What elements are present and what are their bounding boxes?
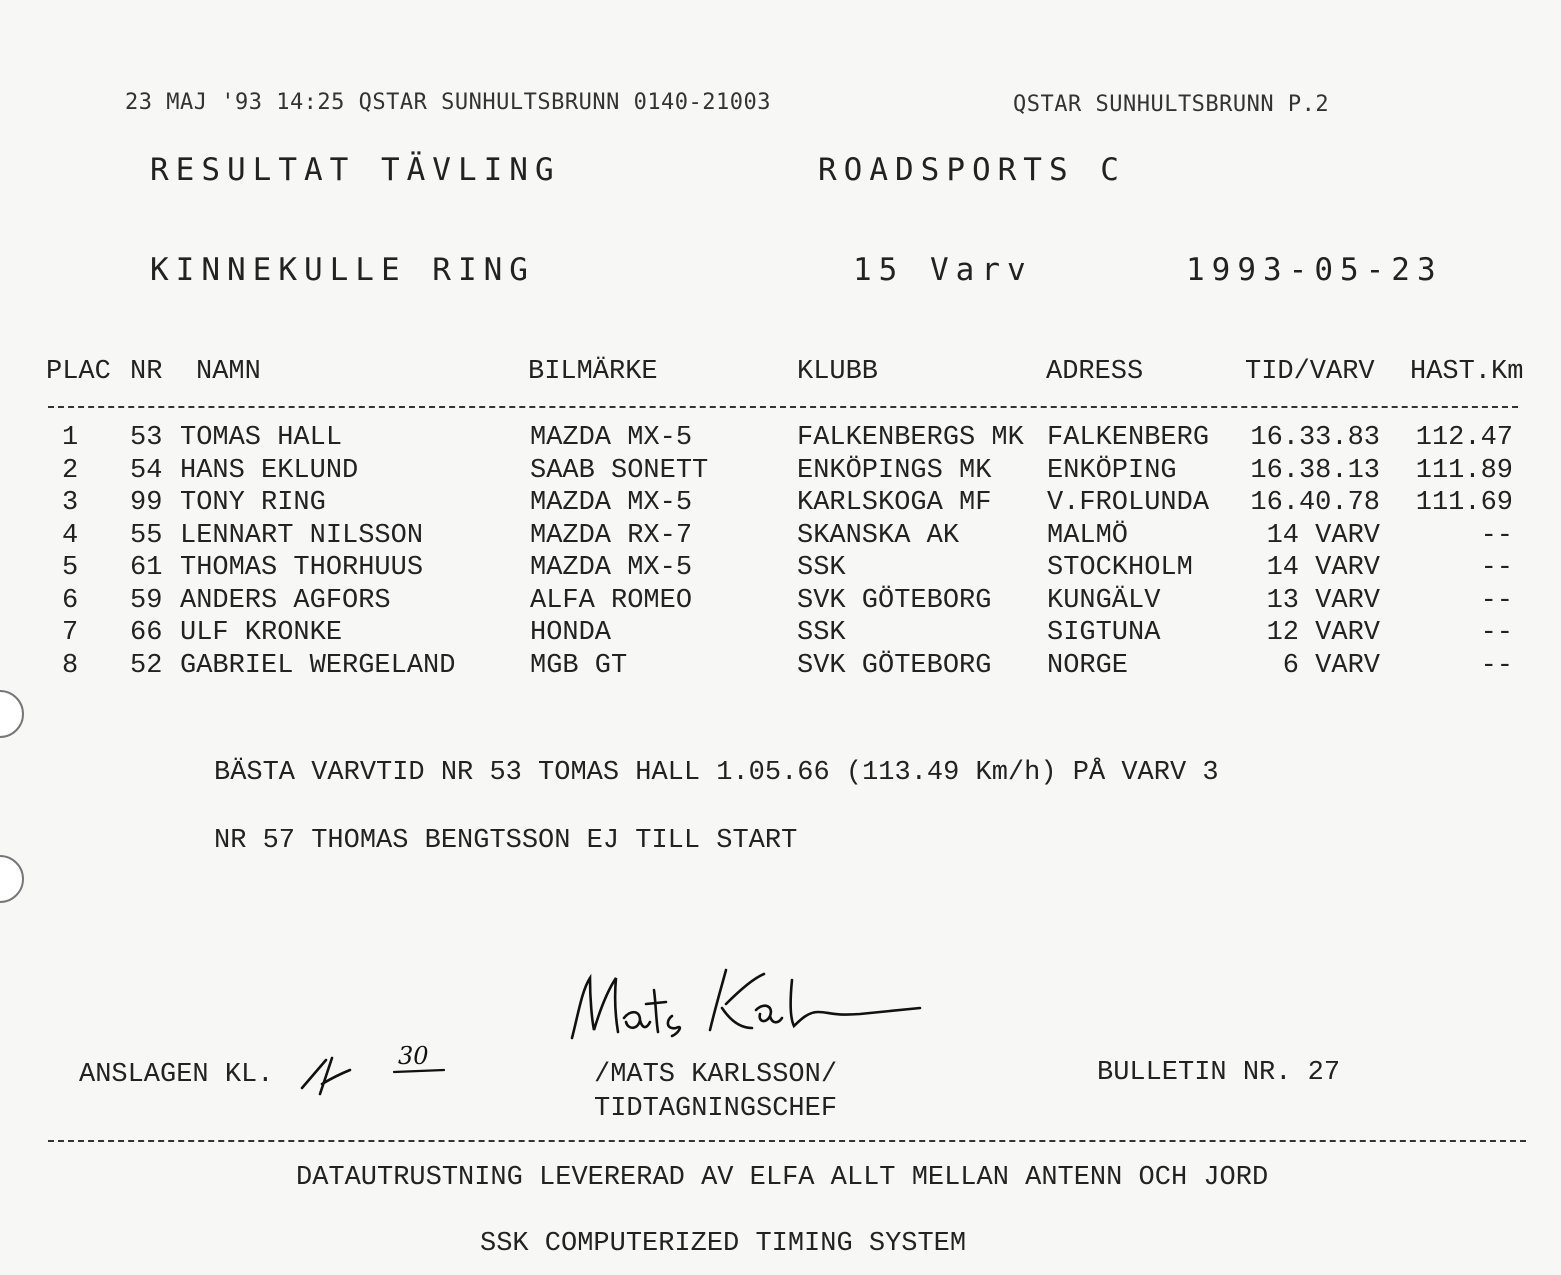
- cell-bil: MAZDA RX-7: [530, 520, 693, 551]
- fax-header-right: QSTAR SUNHULTSBRUNN P.2: [1013, 92, 1330, 117]
- cell-bil: MAZDA MX-5: [530, 423, 693, 453]
- lap-count: 15 Varv: [853, 252, 1033, 288]
- table-row: [0, 618, 1561, 651]
- non-starter-note: NR 57 THOMAS BENGTSSON EJ TILL START: [214, 826, 798, 856]
- cell-adress: NORGE: [1047, 650, 1129, 681]
- cell-adress: ENKÖPING: [1047, 455, 1177, 486]
- cell-nr: 53: [130, 423, 163, 453]
- cell-bil: MGB GT: [530, 650, 628, 681]
- cell-namn: GABRIEL WERGELAND: [180, 650, 456, 681]
- cell-plac: 4: [62, 520, 79, 551]
- best-lap-note: BÄSTA VARVTID NR 53 TOMAS HALL 1.05.66 (113.49 Km/h) PÅ VARV 3: [214, 758, 1219, 788]
- cell-hast: --: [1480, 553, 1513, 583]
- cell-plac: 6: [62, 585, 79, 616]
- cell-hast: --: [1480, 520, 1513, 551]
- cell-bil: MAZDA MX-5: [530, 488, 693, 518]
- table-row: [0, 521, 1561, 554]
- posted-time-handwritten: [298, 1040, 458, 1100]
- cell-tid: 16.38.13: [1250, 455, 1380, 486]
- cell-klubb: KARLSKOGA MF: [797, 488, 992, 518]
- cell-klubb: SVK GÖTEBORG: [797, 585, 992, 616]
- fax-header-left: 23 MAJ '93 14:25 QSTAR SUNHULTSBRUNN 0140-21003: [125, 90, 772, 115]
- cell-nr: 59: [130, 585, 163, 616]
- cell-hast: 111.89: [1415, 455, 1513, 486]
- cell-hast: 112.47: [1415, 423, 1513, 453]
- binder-hole-top: [0, 690, 24, 738]
- result-title: RESULTAT TÄVLING: [150, 152, 561, 188]
- signer-name: /MATS KARLSSON/: [594, 1060, 838, 1090]
- cell-namn: HANS EKLUND: [180, 455, 359, 486]
- cell-bil: ALFA ROMEO: [530, 585, 693, 616]
- cell-hast: --: [1480, 585, 1513, 616]
- cell-klubb: SSK: [797, 553, 846, 583]
- cell-klubb: ENKÖPINGS MK: [797, 455, 992, 486]
- race-date: 1993-05-23: [1186, 252, 1443, 288]
- cell-nr: 66: [130, 618, 163, 648]
- col-tid: TID/VARV: [1245, 357, 1375, 387]
- class-title: ROADSPORTS C: [818, 152, 1126, 188]
- cell-bil: HONDA: [530, 618, 612, 648]
- cell-namn: ANDERS AGFORS: [180, 585, 391, 616]
- posted-label: ANSLAGEN KL.: [79, 1060, 274, 1090]
- col-klubb: KLUBB: [797, 357, 879, 387]
- signer-title: TIDTAGNINGSCHEF: [594, 1094, 838, 1124]
- bulletin-number: BULLETIN NR. 27: [1097, 1058, 1341, 1088]
- cell-tid: 12 VARV: [1266, 618, 1380, 648]
- cell-klubb: SSK: [797, 618, 846, 648]
- posted-minute: 30: [398, 1042, 429, 1070]
- table-row: [0, 423, 1561, 456]
- cell-adress: KUNGÄLV: [1047, 585, 1161, 616]
- cell-tid: 14 VARV: [1266, 520, 1380, 551]
- cell-adress: STOCKHOLM: [1047, 553, 1193, 583]
- cell-adress: MALMÖ: [1047, 520, 1129, 551]
- cell-plac: 8: [62, 650, 79, 681]
- footer-divider: [48, 1140, 1526, 1142]
- posted-hour: [302, 1064, 326, 1088]
- sponsor-line: DATAUTRUSTNING LEVERERAD AV ELFA ALLT MELLAN ANTENN OCH JORD: [296, 1163, 1269, 1193]
- cell-klubb: FALKENBERGS MK: [797, 423, 1024, 453]
- binder-hole-bottom: [0, 855, 24, 903]
- cell-namn: LENNART NILSSON: [180, 520, 424, 551]
- cell-hast: --: [1480, 650, 1513, 681]
- table-header: [0, 357, 1561, 391]
- cell-nr: 52: [130, 650, 163, 681]
- cell-tid: 16.40.78: [1250, 488, 1380, 518]
- cell-nr: 55: [130, 520, 163, 551]
- cell-plac: 3: [62, 488, 79, 518]
- cell-klubb: SVK GÖTEBORG: [797, 650, 992, 681]
- cell-nr: 99: [130, 488, 163, 518]
- cell-nr: 54: [130, 455, 163, 486]
- col-adress: ADRESS: [1046, 357, 1144, 387]
- cell-namn: THOMAS THORHUUS: [180, 553, 424, 583]
- cell-tid: 14 VARV: [1266, 553, 1380, 583]
- cell-bil: SAAB SONETT: [530, 455, 709, 486]
- cell-bil: MAZDA MX-5: [530, 553, 693, 583]
- col-bilmarke: BILMÄRKE: [528, 357, 658, 387]
- cell-tid: 16.33.83: [1250, 423, 1380, 453]
- col-plac: PLAC: [46, 357, 111, 387]
- table-row: [0, 651, 1561, 684]
- cell-tid: 6 VARV: [1282, 650, 1380, 681]
- col-nr: NR: [130, 357, 163, 387]
- track-name: KINNEKULLE RING: [150, 252, 535, 288]
- cell-tid: 13 VARV: [1266, 585, 1380, 616]
- signature-image: [560, 960, 940, 1050]
- cell-adress: SIGTUNA: [1047, 618, 1161, 648]
- table-row: [0, 456, 1561, 489]
- table-row: [0, 586, 1561, 619]
- cell-plac: 7: [62, 618, 79, 648]
- table-row: [0, 488, 1561, 521]
- cell-namn: TOMAS HALL: [180, 423, 343, 453]
- cell-namn: ULF KRONKE: [180, 618, 343, 648]
- system-line: SSK COMPUTERIZED TIMING SYSTEM: [480, 1229, 967, 1259]
- header-divider: [48, 406, 1518, 408]
- cell-nr: 61: [130, 553, 163, 583]
- cell-hast: 111.69: [1415, 488, 1513, 518]
- cell-klubb: SKANSKA AK: [797, 520, 960, 551]
- col-hast: HAST.Km: [1410, 357, 1524, 387]
- col-namn: NAMN: [196, 357, 261, 387]
- cell-plac: 1: [62, 423, 79, 453]
- cell-plac: 2: [62, 455, 79, 486]
- cell-hast: --: [1480, 618, 1513, 648]
- cell-adress: FALKENBERG: [1047, 423, 1210, 453]
- cell-adress: V.FROLUNDA: [1047, 488, 1210, 518]
- cell-namn: TONY RING: [180, 488, 326, 518]
- table-row: [0, 553, 1561, 586]
- cell-plac: 5: [62, 553, 79, 583]
